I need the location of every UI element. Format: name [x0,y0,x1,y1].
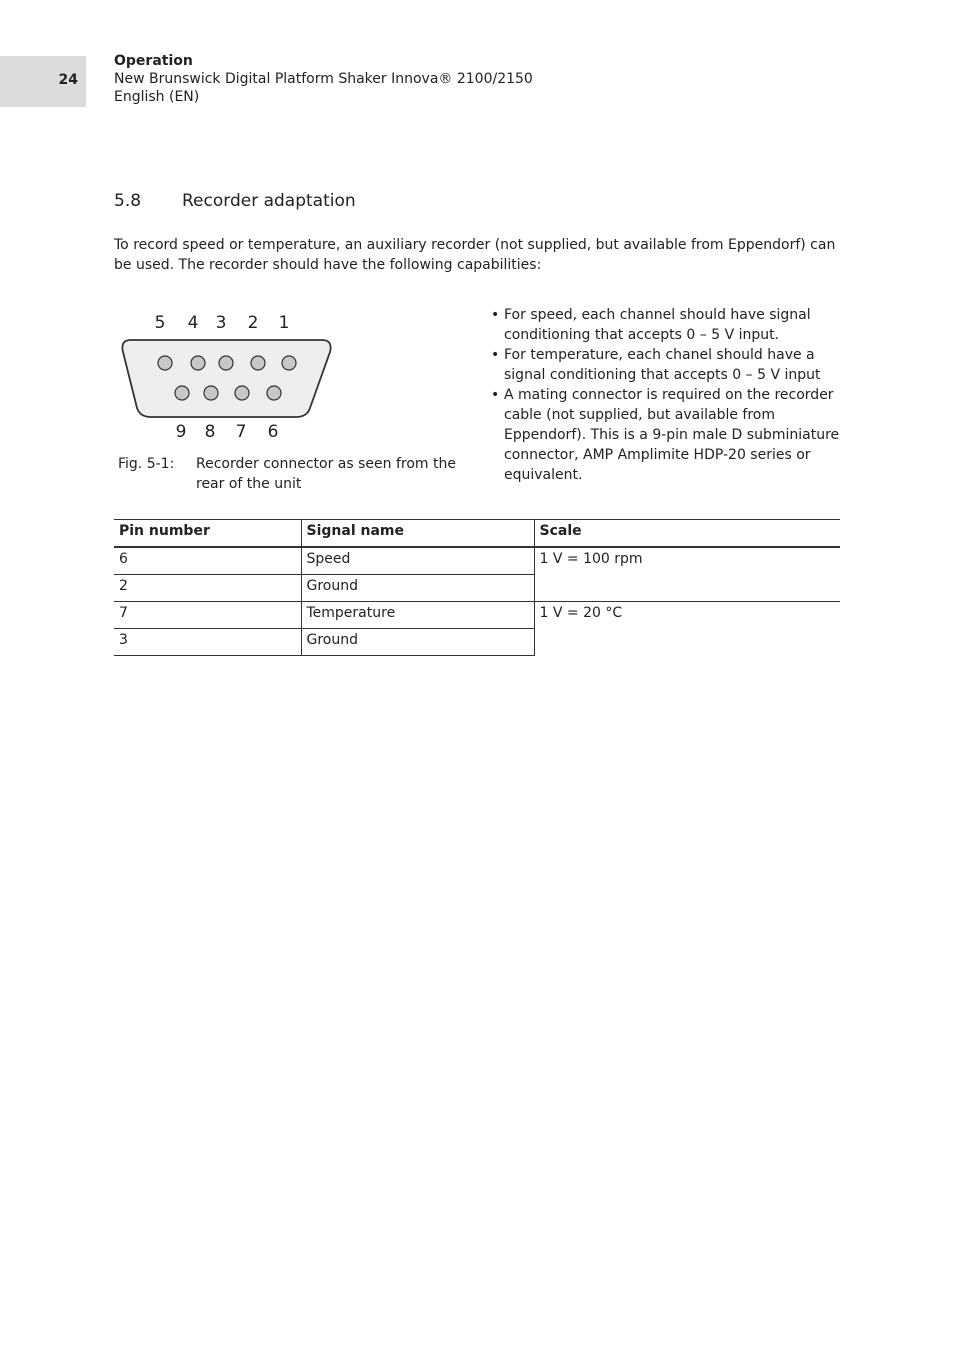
table-header-row [114,520,840,548]
caption-text: Recorder connector as seen from the rear of the unit [196,456,456,492]
header-product: New Brunswick Digital Platform Shaker Innova® 2100/2150 [114,71,533,87]
list-item: • For speed, each channel should have signal conditioning that accepts 0 – 5 V input. [490,305,845,345]
signal-cell: Ground [301,629,534,656]
pin-8 [204,386,218,400]
pin-label-3: 3 [215,313,227,333]
pin-label-6: 6 [267,422,279,442]
column-header-pin: Pin number [114,520,301,548]
caption-label: Fig. 5-1: [118,456,175,472]
list-item: • For temperature, each chanel should have a signal conditioning that accepts 0 – 5 V input [490,345,845,385]
scale-cell: 1 V = 100 rpm [534,547,840,602]
pin-label-7: 7 [235,422,247,442]
list-item: • A mating connector is required on the recorder cable (not supplied, but available from Eppendorf). This is a 9-pin male D subminiature connector, AMP Amplimite HDP-20 series or equivalent. [490,385,845,485]
scale-cell: 1 V = 20 °C [534,602,840,656]
intro-paragraph: To record speed or temperature, an auxiliary recorder (not supplied, but available from Eppendorf) can be used. The recorder should have the following capabilities: [114,237,836,273]
pin-assignment-table [114,519,840,656]
header-language: English (EN) [114,89,200,105]
pin-2 [251,356,265,370]
pin-cell: 2 [114,575,301,602]
table-row [114,602,840,629]
section-title: Recorder adaptation [182,191,356,211]
signal-cell: Speed [301,547,534,575]
pin-label-1: 1 [278,313,290,333]
pin-label-8: 8 [204,422,216,442]
pin-5 [158,356,172,370]
pin-label-9: 9 [175,422,187,442]
pin-9 [175,386,189,400]
capabilities-list [490,305,845,485]
pin-label-4: 4 [187,313,199,333]
signal-cell: Temperature [301,602,534,629]
column-header-signal: Signal name [301,520,534,548]
connector-shell [122,340,330,417]
pin-7 [235,386,249,400]
column-header-scale: Scale [534,520,840,548]
running-header [114,52,533,106]
d-sub-connector-diagram [114,300,464,450]
pin-1 [282,356,296,370]
page-number: 24 [58,72,78,88]
section-heading [114,191,356,211]
pin-3 [219,356,233,370]
top-pin-labels [155,313,290,333]
signal-cell: Ground [301,575,534,602]
bottom-pin-labels [176,422,279,442]
pin-cell: 7 [114,602,301,629]
pin-6 [267,386,281,400]
pin-label-2: 2 [247,313,259,333]
section-number: 5.8 [114,191,142,211]
table-row [114,547,840,575]
pin-4 [191,356,205,370]
pin-label-5: 5 [154,313,166,333]
pin-cell: 3 [114,629,301,656]
header-section: Operation [114,53,193,69]
pin-cell: 6 [114,547,301,575]
